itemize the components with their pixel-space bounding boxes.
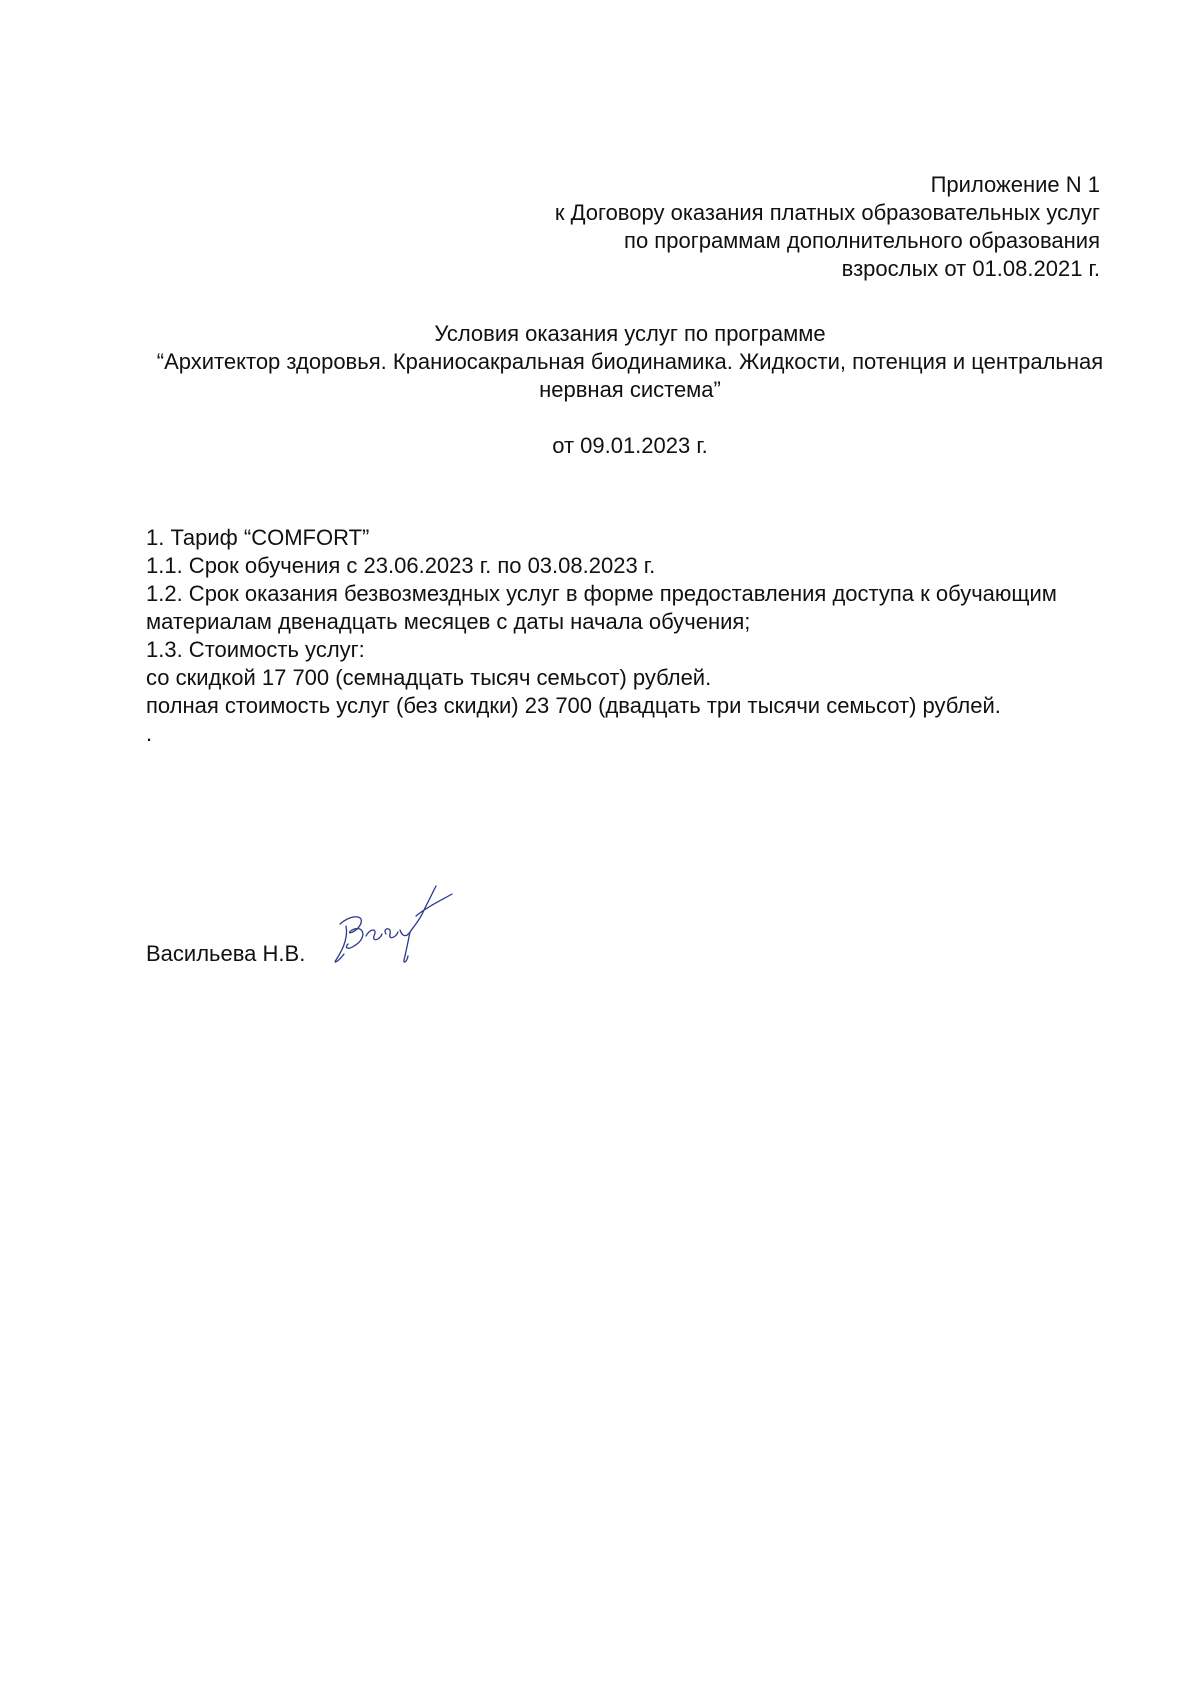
document-date: от 09.01.2023 г.: [552, 433, 708, 458]
term-free-access-line-1: 1.2. Срок оказания безвозмездных услуг в форме предоставления доступа к обучающим: [146, 581, 1057, 606]
term-cost-full: полная стоимость услуг (без скидки) 23 700 (двадцать три тысячи семьсот) рублей.: [146, 693, 1001, 718]
trailing-dot: .: [146, 721, 153, 746]
title-line-3: нервная система”: [539, 377, 721, 402]
document-title: [140, 320, 1120, 460]
handwritten-signature: [324, 876, 454, 966]
signer-name: Васильева Н.В.: [146, 941, 306, 966]
terms-body: [146, 524, 1106, 748]
appendix-contract-date: взрослых от 01.08.2021 г.: [841, 256, 1100, 281]
appendix-number: Приложение N 1: [930, 172, 1100, 197]
title-line-2: “Архитектор здоровья. Краниосакральная биодинамика. Жидкости, потенция и центральная: [156, 349, 1104, 374]
appendix-header: [400, 171, 1100, 283]
title-line-1: Условия оказания услуг по программе: [434, 321, 826, 346]
appendix-program-type: по программам дополнительного образования: [624, 228, 1100, 253]
appendix-contract-ref: к Договору оказания платных образовательных услуг: [554, 200, 1100, 225]
term-cost-discounted: со скидкой 17 700 (семнадцать тысяч семьсот) рублей.: [146, 665, 712, 690]
term-study-period: 1.1. Срок обучения с 23.06.2023 г. по 03.08.2023 г.: [146, 553, 656, 578]
tariff-heading: 1. Тариф “COMFORT”: [146, 525, 370, 550]
term-cost-heading: 1.3. Стоимость услуг:: [146, 637, 365, 662]
term-free-access-line-2: материалам двенадцать месяцев с даты начала обучения;: [146, 609, 751, 634]
signature-block: [146, 876, 546, 976]
